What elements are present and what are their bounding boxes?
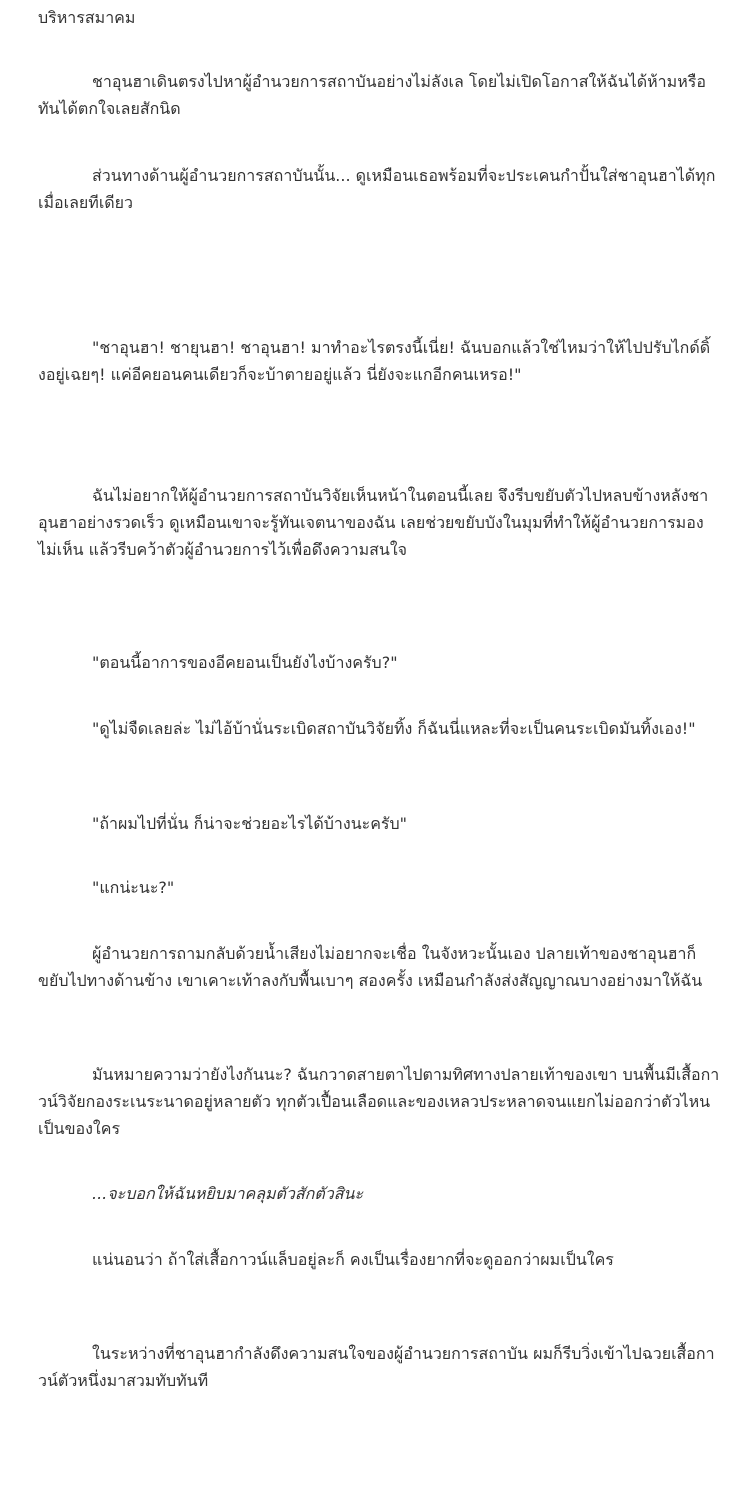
- story-paragraph: "แกน่ะนะ?": [92, 878, 175, 897]
- story-paragraph: บริหารสมาคม: [38, 8, 136, 27]
- story-paragraph: ฉันไม่อยากให้ผู้อำนวยการสถาบันวิจัยเห็นหน้าในตอนนี้เลย จึงรีบขยับตัวไปหลบข้างหลังชาอุนฮาอย่างรวดเร็ว ดูเหมือนเขาจะรู้ทันเจตนาของฉัน เลยช่วยขยับบังในมุมที่ทำให้ผู้อำนวยการมองไม่เห็น แล้วรีบคว้าตัวผู้อำนวยการไว้เพื่อดึงความสนใจ: [38, 486, 709, 559]
- story-paragraph: "ดูไม่จืดเลยล่ะ ไม่ไอ้บ้านั่นระเบิดสถาบันวิจัยทิ้ง ก็ฉันนี่แหละที่จะเป็นคนระเบิดมันทิ้งเอง!": [92, 719, 696, 738]
- story-paragraph: "ชาอุนฮา! ชายุนฮา! ชาอุนฮา! มาทำอะไรตรงนี้เนี่ย! ฉันบอกแล้วใช่ไหมว่าให้ไปปรับไกด์ดิ้งอยู่เฉยๆ! แค่อีคยอนคนเดียวก็จะบ้าตายอยู่แล้ว นี่ยังจะแกอีกคนเหรอ!": [38, 338, 711, 384]
- story-paragraph: ผู้อำนวยการถามกลับด้วยน้ำเสียงไม่อยากจะเชื่อ ในจังหวะนั้นเอง ปลายเท้าของชาอุนฮาก็ขยับไปทางด้านข้าง เขาเคาะเท้าลงกับพื้นเบาๆ สองครั้ง เหมือนกำลังส่งสัญญาณบางอย่างมาให้ฉัน: [38, 944, 703, 990]
- story-paragraph: ในระหว่างที่ชาอุนฮากำลังดึงความสนใจของผู้อำนวยการสถาบัน ผมก็รีบวิ่งเข้าไปฉวยเสื้อกาวน์ตัวหนึ่งมาสวมทับทันที: [38, 1344, 715, 1390]
- story-paragraph: "ถ้าผมไปที่นั่น ก็น่าจะช่วยอะไรได้บ้างนะครับ": [92, 814, 408, 833]
- story-paragraph: "ตอนนี้อาการของอีคยอนเป็นยังไงบ้างครับ?": [92, 653, 398, 672]
- story-paragraph-italic: ...จะบอกให้ฉันหยิบมาคลุมตัวสักตัวสินะ: [92, 1184, 364, 1203]
- story-paragraph: ชาอุนฮาเดินตรงไปหาผู้อำนวยการสถาบันอย่างไม่ลังเล โดยไม่เปิดโอกาสให้ฉันได้ห้ามหรือทันได้ตกใจเลยสักนิด: [38, 72, 706, 118]
- story-paragraph: แน่นอนว่า ถ้าใส่เสื้อกาวน์แล็บอยู่ละก็ คงเป็นเรื่องยากที่จะดูออกว่าผมเป็นใคร: [92, 1250, 614, 1269]
- story-paragraph: มันหมายความว่ายังไงกันนะ? ฉันกวาดสายตาไปตามทิศทางปลายเท้าของเขา บนพื้นมีเสื้อกาวน์วิจัยกองระเนระนาดอยู่หลายตัว ทุกตัวเปื้อนเลือดและของเหลวประหลาดจนแยกไม่ออกว่าตัวไหนเป็นของใคร: [38, 1065, 720, 1138]
- story-paragraph: ส่วนทางด้านผู้อำนวยการสถาบันนั้น... ดูเหมือนเธอพร้อมที่จะประเคนกำปั้นใส่ชาอุนฮาได้ทุกเมื่อเลยทีเดียว: [38, 166, 716, 212]
